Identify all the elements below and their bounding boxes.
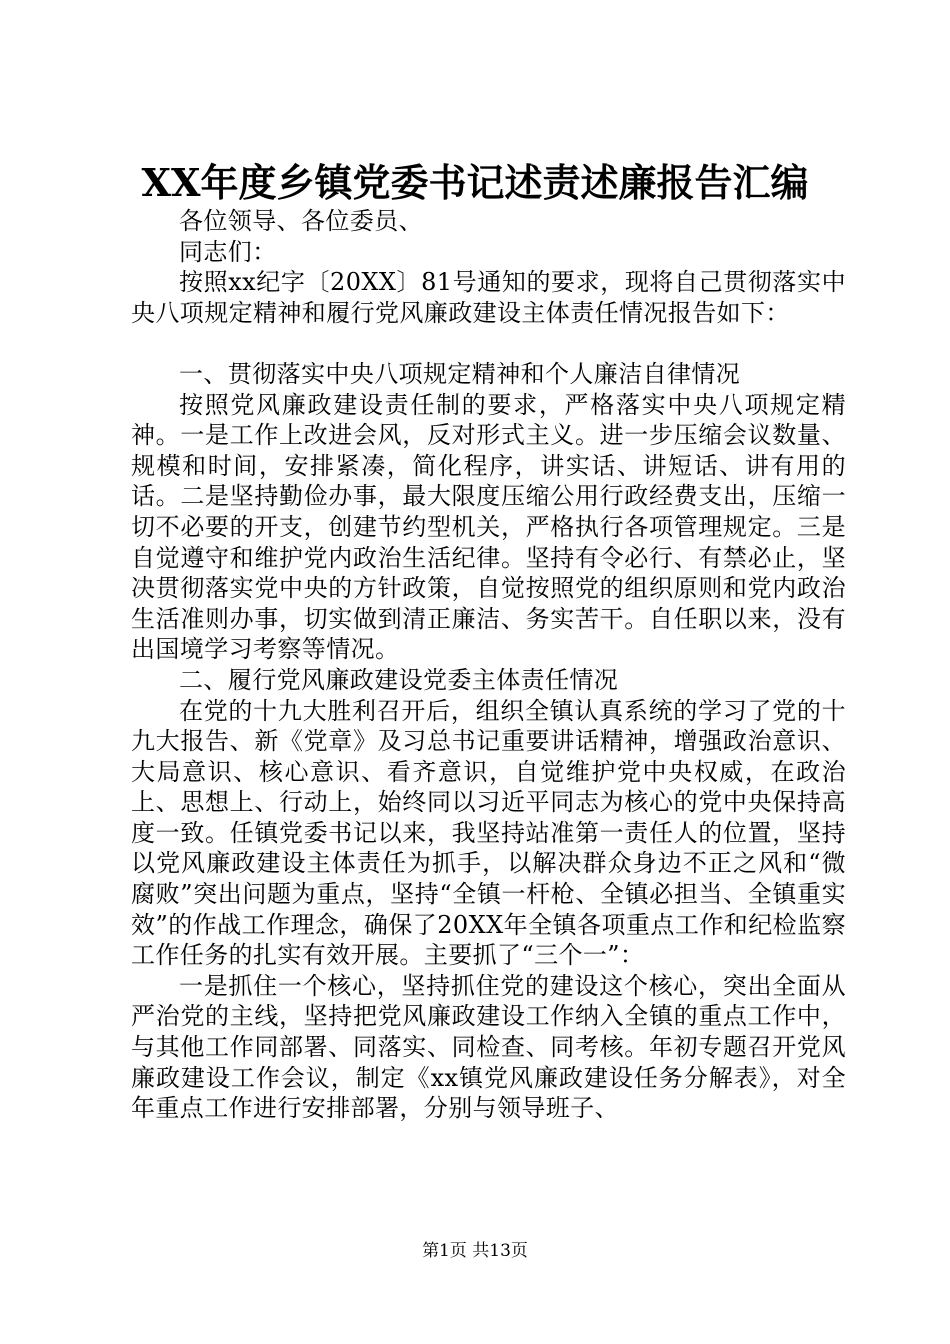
section-2-heading: 二、履行党风廉政建设党委主体责任情况 bbox=[179, 665, 619, 694]
page-number: 第1页 共13页 bbox=[422, 1241, 528, 1261]
salutation-line-1: 各位领导、各位委员、 bbox=[179, 207, 423, 235]
section-2-paragraph: 在党的十九大胜利召开后，组织全镇认真系统的学习了党的十九大报告、新《党章》及习总书记重要讲话精神，增强政治意识、大局意识、核心意识、看齐意识，自觉维护党中央权威，在政治上、思想上、行动上，始终同以习近平同志为核心的党中央保持高度一致。任镇党委书记以来，我坚持站准第一责任人的位置，坚持以党风廉政建设主体责任为抓手，以解决群众身边不正之风和“微腐败”突出问题为重点，坚持“全镇一杆枪、全镇必担当、全镇重实效”的作战工作理念，确保了20XX年全镇各项重点工作和纪检监察工作任务的扎实有效开展。主要抓了“三个一”： bbox=[131, 696, 846, 970]
section-1-heading: 一、贯彻落实中央八项规定精神和个人廉洁自律情况 bbox=[179, 359, 741, 388]
document-title: XX年度乡镇党委书记述责述廉报告汇编 bbox=[141, 160, 809, 205]
intro-paragraph: 按照xx纪字〔20XX〕81号通知的要求，现将自己贯彻落实中央八项规定精神和履行党风廉政建设主体责任情况报告如下： bbox=[131, 268, 846, 327]
point-1-paragraph: 一是抓住一个核心，坚持抓住党的建设这个核心，突出全面从严治党的主线，坚持把党风廉政建设工作纳入全镇的重点工作中，与其他工作同部署、同落实、同检查、同考核。年初专题召开党风廉政建设工作会议，制定《xx镇党风廉政建设任务分解表》，对全年重点工作进行安排部署，分别与领导班子、 bbox=[131, 971, 846, 1123]
salutation-line-2: 同志们： bbox=[179, 237, 277, 266]
section-1-paragraph: 按照党风廉政建设责任制的要求，严格落实中央八项规定精神。一是工作上改进会风，反对形式主义。进一步压缩会议数量、规模和时间，安排紧凑，简化程序，讲实话、讲短话、讲有用的话。二是坚持勤俭办事，最大限度压缩公用行政经费支出，压缩一切不必要的开支，创建节约型机关，严格执行各项管理规定。三是自觉遵守和维护党内政治生活纪律。坚持有令必行、有禁必止，坚决贯彻落实党中央的方针政策，自觉按照党的组织原则和党内政治生活准则办事，切实做到清正廉洁、务实苦干。自任职以来，没有出国境学习考察等情况。 bbox=[131, 390, 846, 664]
document-body bbox=[131, 206, 846, 1124]
paragraph-gap bbox=[131, 328, 846, 359]
